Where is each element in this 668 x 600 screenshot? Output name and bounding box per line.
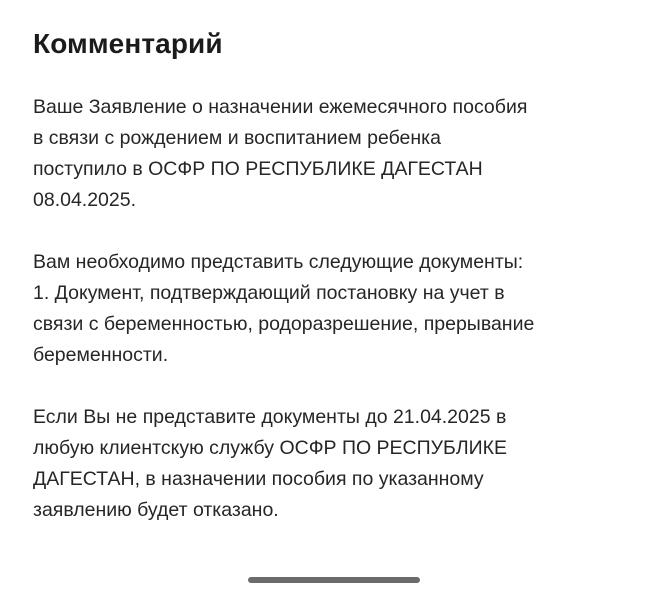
comment-paragraph-status: Ваше Заявление о назначении ежемесячного пособия в связи с рождением и воспитанием ребенка поступило в ОСФР ПО РЕСПУБЛИКЕ ДАГЕСТАН 08.04.2025. (33, 96, 528, 211)
page-title: Комментарий (33, 28, 223, 59)
comment-paragraph-deadline-warning: Если Вы не представите документы до 21.04.2025 в любую клиентскую службу ОСФР ПО РЕСПУБЛИКЕ ДАГЕСТАН, в назначении пособия по указанному заявлению будет отказано. (33, 406, 508, 521)
comment-body (33, 92, 648, 526)
home-indicator-bar[interactable] (248, 577, 420, 583)
comment-paragraph-required-documents: Вам необходимо представить следующие документы: 1. Документ, подтверждающий постановку на учет в связи с беременностью, родоразрешение, прерывание беременности. (33, 251, 535, 366)
